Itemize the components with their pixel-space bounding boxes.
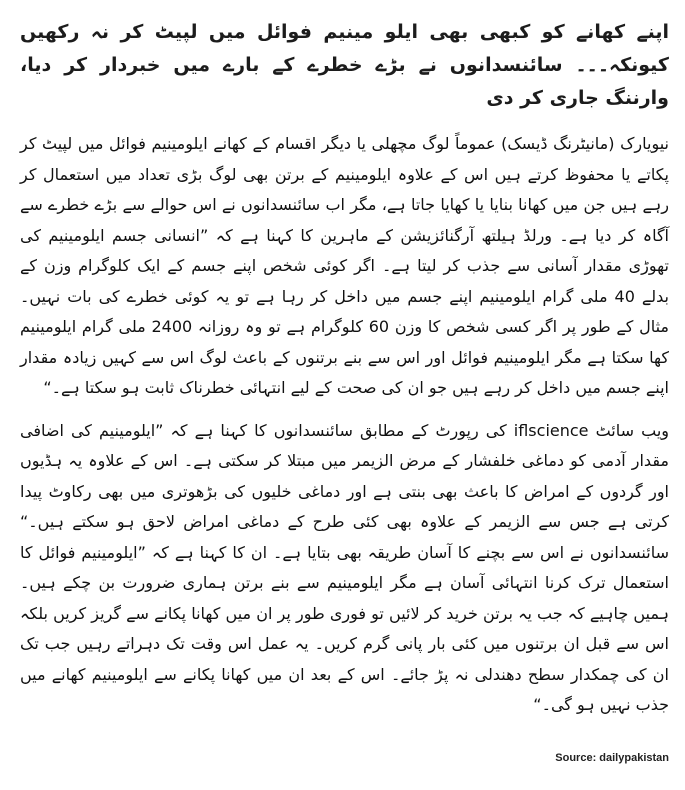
article-paragraph-1: نیویارک (مانیٹرنگ ڈیسک) عموماً لوگ مچھلی یا دیگر اقسام کے کھانے ایلومینیم فوائل میں لپیٹ کر پکاتے یا محفوظ کرتے ہیں اس کے علاوہ ایلومینیم کے برتن بھی لوگ بڑی تعداد میں استعمال کر رہے ہیں جن میں کھانا بنایا یا کھایا جاتا ہے، مگر اب سائنسدانوں نے اس حوالے سے بڑے خطرے سے آگاہ کر دیا ہے۔ ورلڈ ہیلتھ آرگنائزیشن کے ماہرین کا کہنا ہے کہ ”انسانی جسم ایلومینیم کی تھوڑی مقدار آسانی سے جذب کر لیتا ہے۔ اگر کوئی شخص اپنے جسم کے ایک کلوگرام وزن کے بدلے 40 ملی گرام ایلومینیم اپنے جسم میں داخل کر رہا ہے تو یہ کوئی خطرے کی بات نہیں۔ مثال کے طور پر اگر کسی شخص کا وزن 60 کلوگرام ہے تو وہ روزانہ 2400 ملی گرام ایلومینیم کھا سکتا ہے مگر ایلومینیم فوائل اور اس سے بنے برتنوں کے باعث لوگ اس سے کہیں زیادہ مقدار اپنے جسم میں داخل کر رہے ہیں جو ان کی صحت کے لیے انتہائی خطرناک ثابت ہو سکتا ہے۔“ (20, 134, 670, 397)
article-paragraph-2: ویب سائٹ iflscience کی رپورٹ کے مطابق سائنسدانوں کا کہنا ہے کہ ”ایلومینیم کی اضافی مقدار آدمی کو دماغی خلفشار کے مرض الزیمر میں مبتلا کر سکتی ہے۔ اس کے علاوہ یہ ہڈیوں اور گردوں کے امراض کا باعث بھی بنتی ہے اور دماغی خلیوں کی بڑھوتری میں بھی رکاوٹ پیدا کرتی ہے جس سے الزیمر کے علاوہ بھی کئی طرح کے دماغی امراض لاحق ہو سکتے ہیں۔“ سائنسدانوں نے اس سے بچنے کا آسان طریقہ بھی بتایا ہے۔ ان کا کہنا ہے کہ ”ایلومینیم فوائل کا استعمال ترک کرنا انتہائی آسان ہے مگر ایلومینیم سے بنے برتن ہماری ضرورت بن چکے ہیں۔ ہمیں چاہیے کہ جب یہ برتن خرید کر لائیں تو فوری طور پر ان میں کھانا پکانے سے گریز کریں بلکہ اس سے قبل ان برتنوں میں کئی بار پانی گرم کریں۔ یہ عمل اس وقت تک دہراتے رہیں جب تک ان کی چمکدار سطح دھندلی نہ پڑ جائے۔ اس کے بعد ان میں کھانا پکانے سے ایلومینیم کھانے میں جذب نہیں ہو گی۔“ (20, 420, 669, 714)
source-credit: Source: dailypakistan (555, 752, 669, 764)
article-headline: اپنے کھانے کو کبھی بھی ایلو مینیم فوائل میں لپیٹ کر نہ رکھیں کیونکہ۔۔۔ سائنسدانوں نے بڑے خطرے کے بارے میں خبردار کر دیا، وارننگ جاری کر دی (20, 21, 669, 109)
